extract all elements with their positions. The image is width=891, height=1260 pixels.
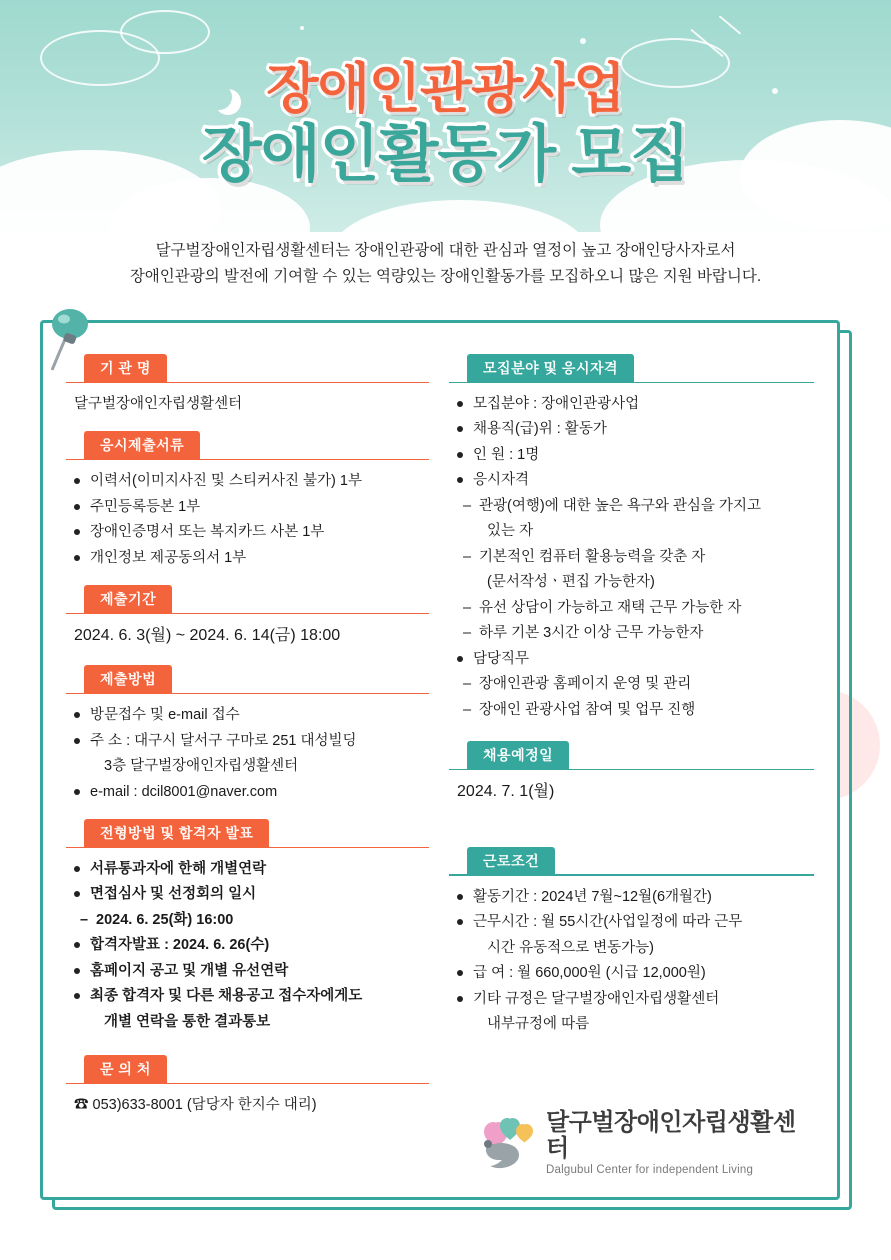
section-heading-label: 채용예정일 — [467, 741, 569, 770]
title-line-2: 장애인활동가 모집 — [201, 120, 690, 189]
section-heading-label: 문 의 처 — [84, 1055, 167, 1084]
heading-underline — [449, 382, 814, 384]
section-heading-recruitment — [449, 354, 814, 383]
list-item-sub: – 하루 기본 3시간 이상 근무 가능한자 — [455, 622, 814, 644]
list-item: 합격자발표 : 2024. 6. 26(수) — [72, 934, 429, 956]
list-item: 급 여 : 월 660,000원 (시급 12,000원) — [455, 962, 814, 984]
documents-list — [72, 470, 429, 569]
section-selection-process — [66, 819, 429, 1033]
logo-mark-icon — [478, 1114, 540, 1172]
logo-text — [546, 1110, 818, 1177]
intro-paragraph — [0, 238, 891, 289]
card-columns — [40, 320, 840, 1200]
list-item: 주민등록등본 1부 — [72, 496, 429, 518]
heading-underline — [66, 382, 429, 384]
list-item-continuation: 시간 유동적으로 변동가능) — [487, 939, 654, 956]
logo-name-ko: 달구벌장애인자립생활센터 — [546, 1108, 796, 1162]
section-submission-method — [66, 665, 429, 803]
section-heading-label: 근로조건 — [467, 847, 555, 876]
section-documents — [66, 431, 429, 569]
list-item: 서류통과자에 한해 개별연락 — [72, 858, 429, 880]
cloud-shape — [330, 200, 590, 232]
poster-title — [0, 59, 891, 189]
list-item-continuation: 3층 달구벌장애인자립생활센터 — [104, 758, 299, 775]
list-item-sub: – 관광(여행)에 대한 높은 욕구와 관심을 가지고 — [455, 495, 814, 517]
list-item: 면접심사 및 선정회의 일시 — [72, 883, 429, 905]
list-item: 최종 합격자 및 다른 채용공고 접수자에게도 — [72, 985, 429, 1007]
list-item-sub: – 기본적인 컴퓨터 활용능력을 갖춘 자 — [455, 546, 814, 568]
list-item-continuation: 개별 연락을 통한 결과통보 — [104, 1013, 271, 1030]
list-item-sub: – 유선 상담이 가능하고 재택 근무 가능한 자 — [455, 597, 814, 619]
organization-name: 달구벌장애인자립생활센터 — [74, 396, 243, 412]
star-icon — [580, 38, 586, 44]
section-heading-submission-period — [66, 585, 429, 614]
intro-line-2: 장애인관광의 발전에 기여할 수 있는 역량있는 장애인활동가를 모집하오니 많은 지원 바랍니다. — [129, 267, 762, 285]
logo-name-en: Dalgubul Center for independent Living — [546, 1164, 754, 1177]
selection-process-list — [72, 858, 429, 1033]
list-item: 이력서(이미지사진 및 스티커사진 불가) 1부 — [72, 470, 429, 492]
contact-value: ☎ 053)633-8001 (담당자 한지수 대리) — [74, 1097, 317, 1114]
list-item: 방문접수 및 e-mail 접수 — [72, 704, 429, 726]
list-item: 주 소 : 대구시 달서구 구마로 251 대성빌딩 — [72, 730, 429, 752]
section-heading-label: 모집분야 및 응시자격 — [467, 354, 634, 383]
list-item: 기타 규정은 달구벌장애인자립생활센터 — [455, 988, 814, 1010]
section-heading-selection-process — [66, 819, 429, 848]
list-item: 장애인증명서 또는 복지카드 사본 1부 — [72, 521, 429, 543]
section-heading-label: 전형방법 및 합격자 발표 — [84, 819, 269, 848]
section-hire-date — [449, 741, 814, 805]
section-heading-label: 응시제출서류 — [84, 431, 200, 460]
list-item-sub: – 2024. 6. 25(화) 16:00 — [72, 909, 429, 931]
shooting-star-icon — [719, 15, 742, 35]
list-item: 채용직(급)위 : 활동가 — [455, 418, 814, 440]
intro-line-1: 달구벌장애인자립생활센터는 장애인관광에 대한 관심과 열정이 높고 장애인당사자로서 — [155, 242, 736, 259]
section-organization — [66, 354, 429, 415]
organization-logo — [478, 1108, 818, 1178]
section-heading-organization — [66, 354, 429, 383]
list-item: 홈페이지 공고 및 개별 유선연락 — [72, 960, 429, 982]
section-submission-period — [66, 585, 429, 649]
heading-underline — [66, 847, 429, 849]
heading-underline — [66, 613, 429, 615]
list-item: 활동기간 : 2024년 7월~12월(6개월간) — [455, 886, 814, 908]
heading-underline — [449, 769, 814, 771]
heading-underline — [66, 459, 429, 461]
hire-date-value: 2024. 7. 1(월) — [457, 783, 555, 801]
pushpin-icon — [38, 302, 102, 374]
right-column — [443, 354, 814, 1180]
list-item: 응시자격 — [455, 469, 814, 491]
list-item-continuation: 내부규정에 따름 — [487, 1016, 590, 1033]
list-item: 모집분야 : 장애인관광사업 — [455, 393, 814, 415]
title-line-1: 장애인관광사업 — [266, 59, 625, 119]
list-item: 개인정보 제공동의서 1부 — [72, 547, 429, 569]
section-work-conditions — [449, 847, 814, 1036]
submission-period-value: 2024. 6. 3(월) ~ 2024. 6. 14(금) 18:00 — [74, 627, 341, 645]
list-item-sub: – 장애인 관광사업 참여 및 업무 진행 — [455, 699, 814, 721]
section-heading-label: 제출방법 — [84, 665, 172, 694]
section-heading-work-conditions — [449, 847, 814, 876]
submission-method-list — [72, 704, 429, 803]
list-item-continuation: (문서작성ㆍ편집 가능한자) — [487, 574, 655, 591]
cloud-outline-shape — [120, 10, 210, 54]
heading-underline — [66, 693, 429, 695]
section-heading-contact — [66, 1055, 429, 1084]
section-heading-hire-date — [449, 741, 814, 770]
section-heading-label: 기 관 명 — [84, 354, 167, 383]
left-column — [66, 354, 443, 1180]
section-heading-label: 제출기간 — [84, 585, 172, 614]
section-heading-documents — [66, 431, 429, 460]
list-item-continuation: 있는 자 — [487, 523, 534, 540]
list-item: e-mail : dcil8001@naver.com — [72, 781, 429, 803]
section-heading-submission-method — [66, 665, 429, 694]
heading-underline — [66, 1083, 429, 1085]
section-contact — [66, 1055, 429, 1116]
list-item: 인 원 : 1명 — [455, 444, 814, 466]
recruitment-list — [455, 393, 814, 721]
list-item: 담당직무 — [455, 648, 814, 670]
work-conditions-list — [455, 886, 814, 1036]
list-item: 근무시간 : 월 55시간(사업일정에 따라 근무 — [455, 911, 814, 933]
star-icon — [300, 26, 304, 30]
heading-underline — [449, 874, 814, 876]
section-recruitment — [449, 354, 814, 721]
list-item-sub: – 장애인관광 홈페이지 운영 및 관리 — [455, 673, 814, 695]
